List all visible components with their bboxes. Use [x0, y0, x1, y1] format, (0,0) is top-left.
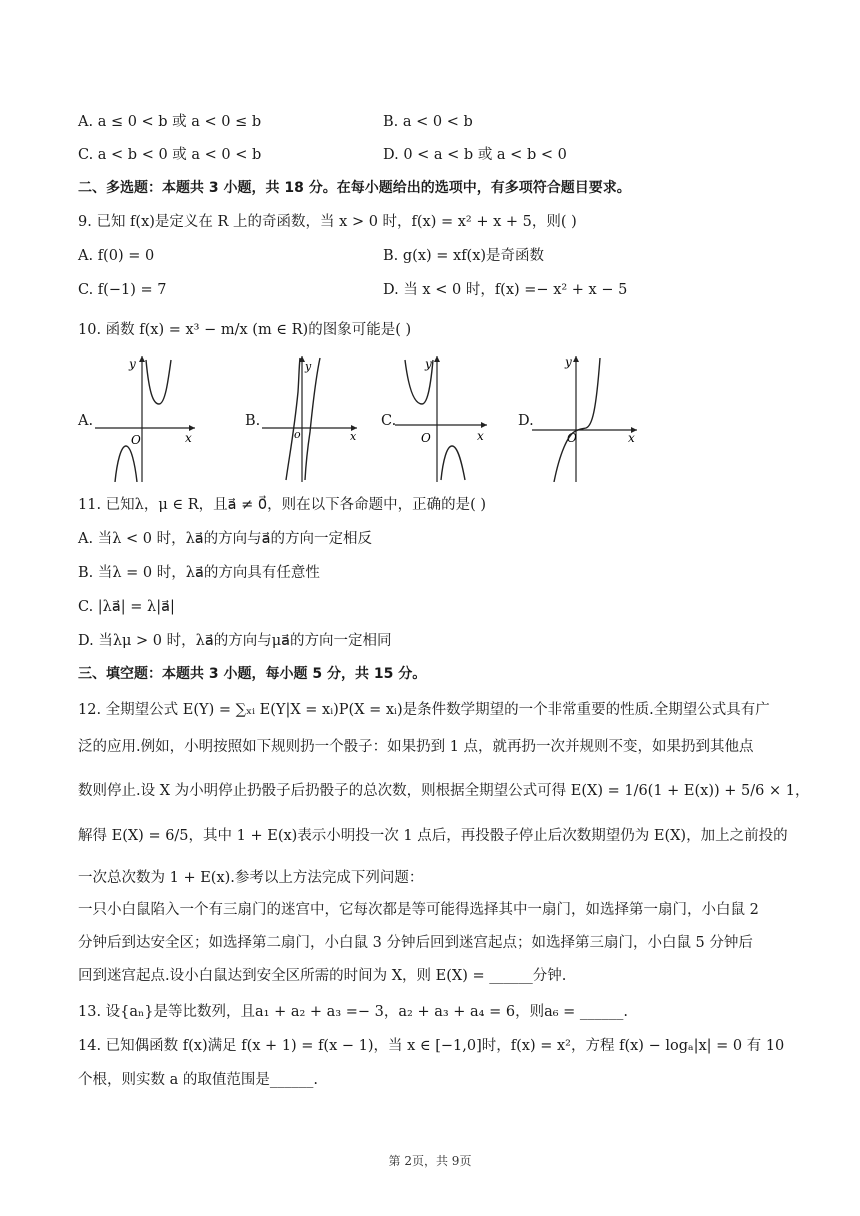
q9-option-a: A. f(0) = 0: [78, 248, 155, 264]
q8-option-b: B. a < 0 < b: [383, 114, 473, 130]
q10-graph-b-xlabel: x: [350, 430, 357, 443]
q12-line-8: 回到迷宫起点.设小白鼠达到安全区所需的时间为 X，则 E(X) = ______分钟.: [78, 968, 567, 984]
q9-option-b: B. g(x) = xf(x)是奇函数: [383, 248, 545, 264]
q11-stem: 11. 已知λ，μ ∈ R，且a⃗ ≠ 0⃗，则在以下各命题中，正确的是( ): [78, 497, 487, 513]
q10-graph-a-xlabel: x: [185, 431, 192, 445]
q10-graph-c-origin: O: [421, 431, 431, 445]
q12-line-4: 解得 E(X) = 6/5，其中 1 + E(x)表示小明投一次 1 点后，再投骰子停止后次数期望仍为 E(X)，加上之前投的: [78, 828, 788, 844]
q11-option-c: C. |λa⃗| = λ|a⃗|: [78, 599, 175, 615]
q12-line-2: 泛的应用.例如，小明按照如下规则扔一个骰子：如果扔到 1 点，就再扔一次并规则不变，如果扔到其他点: [78, 739, 754, 755]
q10-graph-d-ylabel: y: [565, 355, 572, 369]
q8-option-c: C. a < b < 0 或 a < 0 < b: [78, 147, 262, 163]
q12-line-6: 一只小白鼠陷入一个有三扇门的迷宫中，它每次都是等可能得选择其中一扇门，如选择第一扇门，小白鼠 2: [78, 902, 759, 918]
q10-graph-c: [395, 352, 495, 482]
q11-option-a: A. 当λ < 0 时，λa⃗的方向与a⃗的方向一定相反: [78, 531, 373, 547]
q10-label-a: A.: [78, 413, 94, 429]
q12-line-3: 数则停止.设 X 为小明停止扔骰子后扔骰子的总次数，则根据全期望公式可得 E(X) = 1/6(1 + E(x)) + 5/6 × 1，: [78, 783, 810, 799]
q10-graph-a-origin: O: [131, 433, 141, 447]
q10-graph-d-xlabel: x: [628, 431, 635, 445]
q10-graph-a-ylabel: y: [129, 357, 136, 371]
q8-option-a: A. a ≤ 0 < b 或 a < 0 ≤ b: [78, 114, 262, 130]
q10-graph-c-ylabel: y: [425, 357, 432, 371]
q10-graph-b: [262, 352, 362, 482]
q12-line-7: 分钟后到达安全区；如选择第二扇门，小白鼠 3 分钟后回到迷宫起点；如选择第三扇门，小白鼠 5 分钟后: [78, 935, 753, 951]
q11-option-b: B. 当λ = 0 时，λa⃗的方向具有任意性: [78, 565, 320, 581]
q9-option-c: C. f(−1) = 7: [78, 282, 167, 298]
q8-option-d: D. 0 < a < b 或 a < b < 0: [383, 147, 567, 163]
q10-graph-d-origin: O: [567, 431, 577, 445]
q9-stem: 9. 已知 f(x)是定义在 R 上的奇函数，当 x > 0 时，f(x) = x² + x + 5，则( ): [78, 214, 577, 230]
q12-line-5: 一次总次数为 1 + E(x).参考以上方法完成下列问题：: [78, 870, 424, 886]
q10-label-b: B.: [245, 413, 261, 429]
q10-graph-b-ylabel: y: [305, 360, 312, 373]
section2-header: 二、多选题：本题共 3 小题，共 18 分。在每小题给出的选项中，有多项符合题目要求。: [78, 180, 631, 196]
q10-graph-a: [95, 352, 205, 482]
q13-stem: 13. 设{aₙ}是等比数列，且a₁ + a₂ + a₃ =− 3，a₂ + a₃ + a₄ = 6，则a₆ = ______.: [78, 1004, 629, 1020]
q10-graph-d: [532, 352, 642, 482]
q10-stem: 10. 函数 f(x) = x³ − m/x (m ∈ R)的图象可能是( ): [78, 322, 412, 338]
q10-graph-b-origin: o: [294, 428, 301, 441]
q14-line-2: 个根，则实数 a 的取值范围是______.: [78, 1072, 318, 1088]
page-footer: 第 2页，共 9页: [388, 1154, 472, 1168]
q12-line-1: 12. 全期望公式 E(Y) = ∑ₓᵢ E(Y|X = xᵢ)P(X = xᵢ)是条件数学期望的一个非常重要的性质.全期望公式具有广: [78, 702, 770, 718]
q10-label-d: D.: [518, 413, 534, 429]
q10-label-c: C.: [381, 413, 397, 429]
q14-line-1: 14. 已知偶函数 f(x)满足 f(x + 1) = f(x − 1)，当 x ∈ [−1,0]时，f(x) = x²，方程 f(x) − logₐ|x| = 0 有 10: [78, 1038, 785, 1054]
q10-graph-c-xlabel: x: [477, 429, 484, 443]
q11-option-d: D. 当λμ > 0 时，λa⃗的方向与μa⃗的方向一定相同: [78, 633, 392, 649]
q9-option-d: D. 当 x < 0 时，f(x) =− x² + x − 5: [383, 282, 628, 298]
section3-header: 三、填空题：本题共 3 小题，每小题 5 分，共 15 分。: [78, 666, 427, 682]
